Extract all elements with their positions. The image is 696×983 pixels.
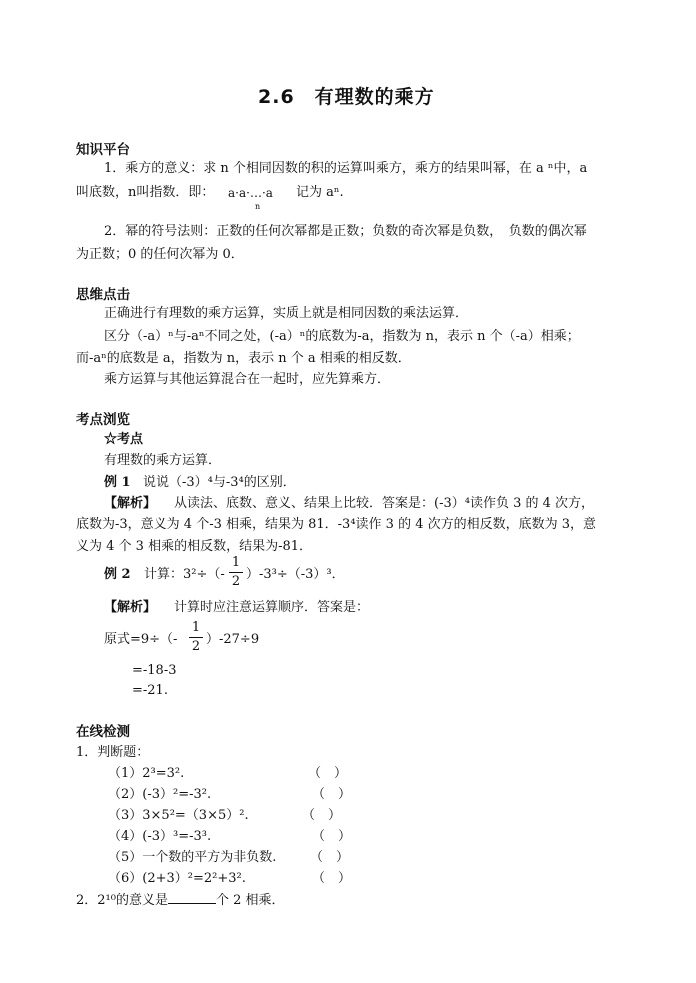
calc-line2: =-18-3 [132, 663, 177, 678]
question1-label: 1．判断题： [76, 745, 150, 760]
thinking-line2: 区分（-a）ⁿ与-aⁿ不同之处，(-a）ⁿ的底数为-a，指数为 n，表示 n 个（-a）相乘； [104, 329, 580, 344]
knowledge-p2-line1: 2．幂的符号法则：正数的任何次幂都是正数；负数的奇次幂是负数， 负数的偶次幂 [104, 224, 587, 239]
judge-answer-6[interactable]: （ ） [312, 871, 352, 886]
knowledge-p2-line2: 为正数；0 的任何次幂为 0． [76, 247, 244, 262]
judge-item-4: （4）(-3）³=-3³. [108, 829, 212, 844]
example2-solution-text: 计算时应注意运算顺序．答案是： [174, 600, 370, 615]
section-heading-online: 在线检测 [76, 724, 130, 740]
example2-text-a: 计算：3²÷（- [144, 567, 225, 582]
judge-item-1: （1）2³=3². [108, 766, 185, 781]
fraction-numerator: 1 [231, 555, 241, 570]
fraction-bar [229, 572, 243, 573]
knowledge-p1-line2a: 叫底数，n叫指数．即： [76, 185, 215, 200]
judge-item-3: （3）3×5²=（3×5）². [108, 808, 249, 823]
thinking-line4: 乘方运算与其他运算混合在一起时，应先算乘方． [104, 372, 391, 387]
example2-text-b: ）-3³÷（-3）³． [246, 567, 345, 582]
topic-text: 有理数的乘方运算． [104, 453, 222, 468]
calc-line1-a: 原式=9÷（- [104, 632, 178, 647]
question2 [76, 891, 285, 910]
knowledge-p1-line2b: 记为 aⁿ. [296, 185, 344, 200]
example2-solution-label: 【解析】 [104, 600, 157, 615]
knowledge-p1-line1: 1．乘方的意义：求 n 个相同因数的积的运算叫乘方，乘方的结果叫幂，在 a ⁿ中，a [104, 161, 588, 176]
judge-answer-1[interactable]: （ ） [308, 766, 348, 781]
judge-item-5: （5）一个数的平方为非负数. [108, 850, 277, 865]
example2-label: 例 2 [104, 567, 131, 582]
example1-solution-line1: 从读法、底数、意义、结果上比较．答案是：(-3）⁴读作负 3 的 4 次方， [174, 496, 595, 511]
question2-text-a: 2．2¹⁰的意义是 [76, 893, 168, 908]
judge-item-2: （2）(-3）²=-3². [108, 787, 212, 802]
question2-text-b: 个 2 相乘． [215, 893, 285, 908]
fraction-denominator: 2 [231, 574, 241, 589]
calc-line1-b: ）-27÷9 [206, 632, 260, 647]
thinking-line3: 而-aⁿ的底数是 a，指数为 n，表示 n 个 a 相乘的相反数． [76, 351, 411, 366]
page-title: 2.6 有理数的乘方 [258, 86, 435, 108]
judge-answer-2[interactable]: （ ） [312, 787, 352, 802]
example1-solution-label: 【解析】 [104, 496, 157, 511]
thinking-line1: 正确进行有理数的乘方运算，实质上就是相同因数的乘法运算． [104, 306, 469, 321]
judge-item-6: （6）(2+3）²=2²+3². [108, 871, 246, 886]
judge-answer-4[interactable]: （ ） [312, 829, 352, 844]
fraction-numerator: 1 [191, 620, 201, 635]
judge-answer-3[interactable]: （ ） [302, 808, 342, 823]
example1-text: 说说（-3）⁴与-3⁴的区别． [143, 475, 296, 490]
example1-solution-line2: 底数为-3，意义为 4 个-3 相乘，结果为 81．-3⁴读作 3 的 4 次方的相反数，底数为 3，意 [76, 517, 597, 532]
section-heading-thinking: 思维点击 [76, 287, 130, 303]
judge-answer-5[interactable]: （ ） [310, 850, 350, 865]
calc-line3: =-21. [132, 683, 168, 698]
section-heading-exam: 考点浏览 [76, 412, 130, 428]
fraction-bar [189, 637, 203, 638]
product-formula: a·a·…·a [228, 186, 273, 200]
section-heading-knowledge: 知识平台 [76, 142, 130, 158]
calc-fraction [189, 620, 203, 655]
question2-blank[interactable] [168, 891, 216, 904]
fraction-denominator: 2 [191, 639, 201, 654]
star-point: ☆考点 [104, 432, 144, 447]
example1-label: 例 1 [104, 475, 131, 490]
example2-fraction [229, 555, 243, 590]
example1-solution-line3: 义为 4 个 3 相乘的相反数，结果为-81． [76, 539, 313, 554]
product-formula-subscript: n [255, 202, 261, 211]
